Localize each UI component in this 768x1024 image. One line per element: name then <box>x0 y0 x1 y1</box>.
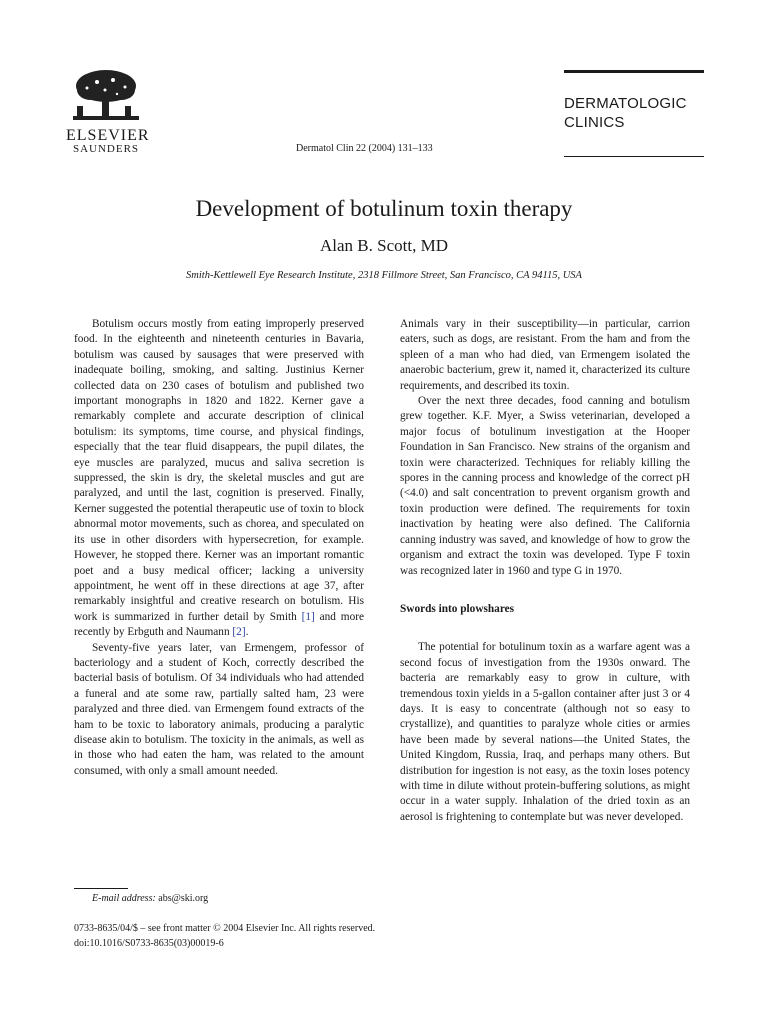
publisher-name: ELSEVIER <box>66 127 150 144</box>
journal-name <box>564 94 704 132</box>
journal-name-line2: CLINICS <box>564 114 625 131</box>
author-email-footnote <box>92 893 208 904</box>
publisher-logo <box>66 68 150 155</box>
paragraph: The potential for botulinum toxin as a warfare agent was a second focus of investigation from the 1930s onward. The bacteria are remarkably easy to grow in culture, with tremendous toxin yields in a 5-gallon container after just 3 or 4 days. It is easy to concentrate (although not so easy to crystallize), and quantities to paralyze whole cities or armies have been made by several nations—the United States, the United Kingdom, Russia, Iraq, and perhaps many others. But distribution for ingestion is not easy, as the toxin loses potency with time in dilute without protein-buffering solutions, as might occur in a water supply. Inhalation of the dried toxin as an aerosol is frightening to contemplate but was never developed. <box>400 641 690 823</box>
copyright-notice <box>74 921 375 951</box>
journal-masthead <box>564 70 704 132</box>
publisher-imprint: SAUNDERS <box>72 143 140 155</box>
article-author: Alan B. Scott, MD <box>320 236 448 255</box>
elsevier-tree-icon <box>69 68 143 126</box>
email-label: E-mail address: <box>92 893 156 904</box>
body-column-left <box>74 317 364 779</box>
paragraph: Seventy-five years later, van Ermengem, professor of bacteriology and a student of Koch, correctly described the bacterial basis of botulism. Of 34 individuals who had attended a funeral and ate some raw, partially salted ham, 23 were paralyzed and three died. van Ermengem found extracts of the ham to be toxic to laboratory animals, producing a paralytic disease akin to botulism. The toxicity in the animals, as well as in those who had eaten the ham, was related to the amount consumed, with only a small amount needed. <box>74 641 364 777</box>
doi-line: doi:10.1016/S0733-8635(03)00019-6 <box>74 938 224 949</box>
author-email[interactable]: abs@ski.org <box>158 893 209 904</box>
body-column-right <box>400 317 690 825</box>
paragraph: Over the next three decades, food canning and botulism grew together. K.F. Myer, a Swiss veterinarian, developed a major focus of botulinum investigation at the Hooper Foundation in San Francisco. New strains of the organism and toxin were characterized. Techniques for reliably killing the spores in the canning process and knowledge of the correct pH (<4.0) and salt concentration to prevent organism growth and toxin production were defined. The requirements for toxin inactivation by heating were also defined. The California canning industry was saved, and knowledge of how to grow the organism and extract the toxin was developed. Type F toxin was recognized later in 1960 and type G in 1970. <box>400 395 690 577</box>
journal-name-line1: DERMATOLOGIC <box>564 95 687 112</box>
author-affiliation: Smith-Kettlewell Eye Research Institute, 2318 Fillmore Street, San Francisco, CA 94115, USA <box>186 270 582 281</box>
masthead-rule <box>564 70 704 73</box>
footnote-rule <box>74 888 128 889</box>
paragraph: Botulism occurs mostly from eating improperly preserved food. In the eighteenth and nineteenth centuries in Bavaria, botulism was caused by sausages that were preserved with inadequate boiling, smoking, and salting. Justinius Kerner collected data on 230 cases of botulism and published two important monographs in 1820 and 1822. Kerner gave a remarkably complete and accurate description of clinical botulism: its symptoms, time course, and physical findings, especially that the tear fluid disappears, the pupil dilates, the eye muscles are paralyzed, mucus and saliva secretion is suppressed, the skin is dry, the skeletal muscles and gut are paralyzed, and until the last, cognition is preserved. Finally, Kerner suggested the potential therapeutic use of toxin to block abnormal motor movements, such as chorea, and speculated on its use in other disorders with hypersecretion, for example. However, he stopped there. Kerner was an important romantic poet and a busy medical officer; lacking a university appointment, he went off in these directions at age 37, after remarkably insightful and creative research on botulism. His work is summarized in further detail by Smith [1] and more recently by Erbguth and Naumann [2]. <box>74 318 365 639</box>
masthead-bottom-rule <box>564 156 704 157</box>
journal-citation: Dermatol Clin 22 (2004) 131–133 <box>296 143 433 154</box>
citation-link-2[interactable]: [2] <box>232 626 246 639</box>
paragraph: Animals vary in their susceptibility—in particular, carrion eaters, such as dogs, are resistant. From the ham and from the spleen of a man who had died, van Ermengem isolated the anaerobic bacterium, grew it, named it, characterized its culture requirements, and described its toxin. <box>400 318 690 392</box>
article-title: Development of botulinum toxin therapy <box>195 196 573 221</box>
citation-link-1[interactable]: [1] <box>301 610 315 623</box>
copyright-line: 0733-8635/04/$ – see front matter © 2004 Elsevier Inc. All rights reserved. <box>74 923 376 934</box>
section-heading: Swords into plowshares <box>400 602 515 615</box>
